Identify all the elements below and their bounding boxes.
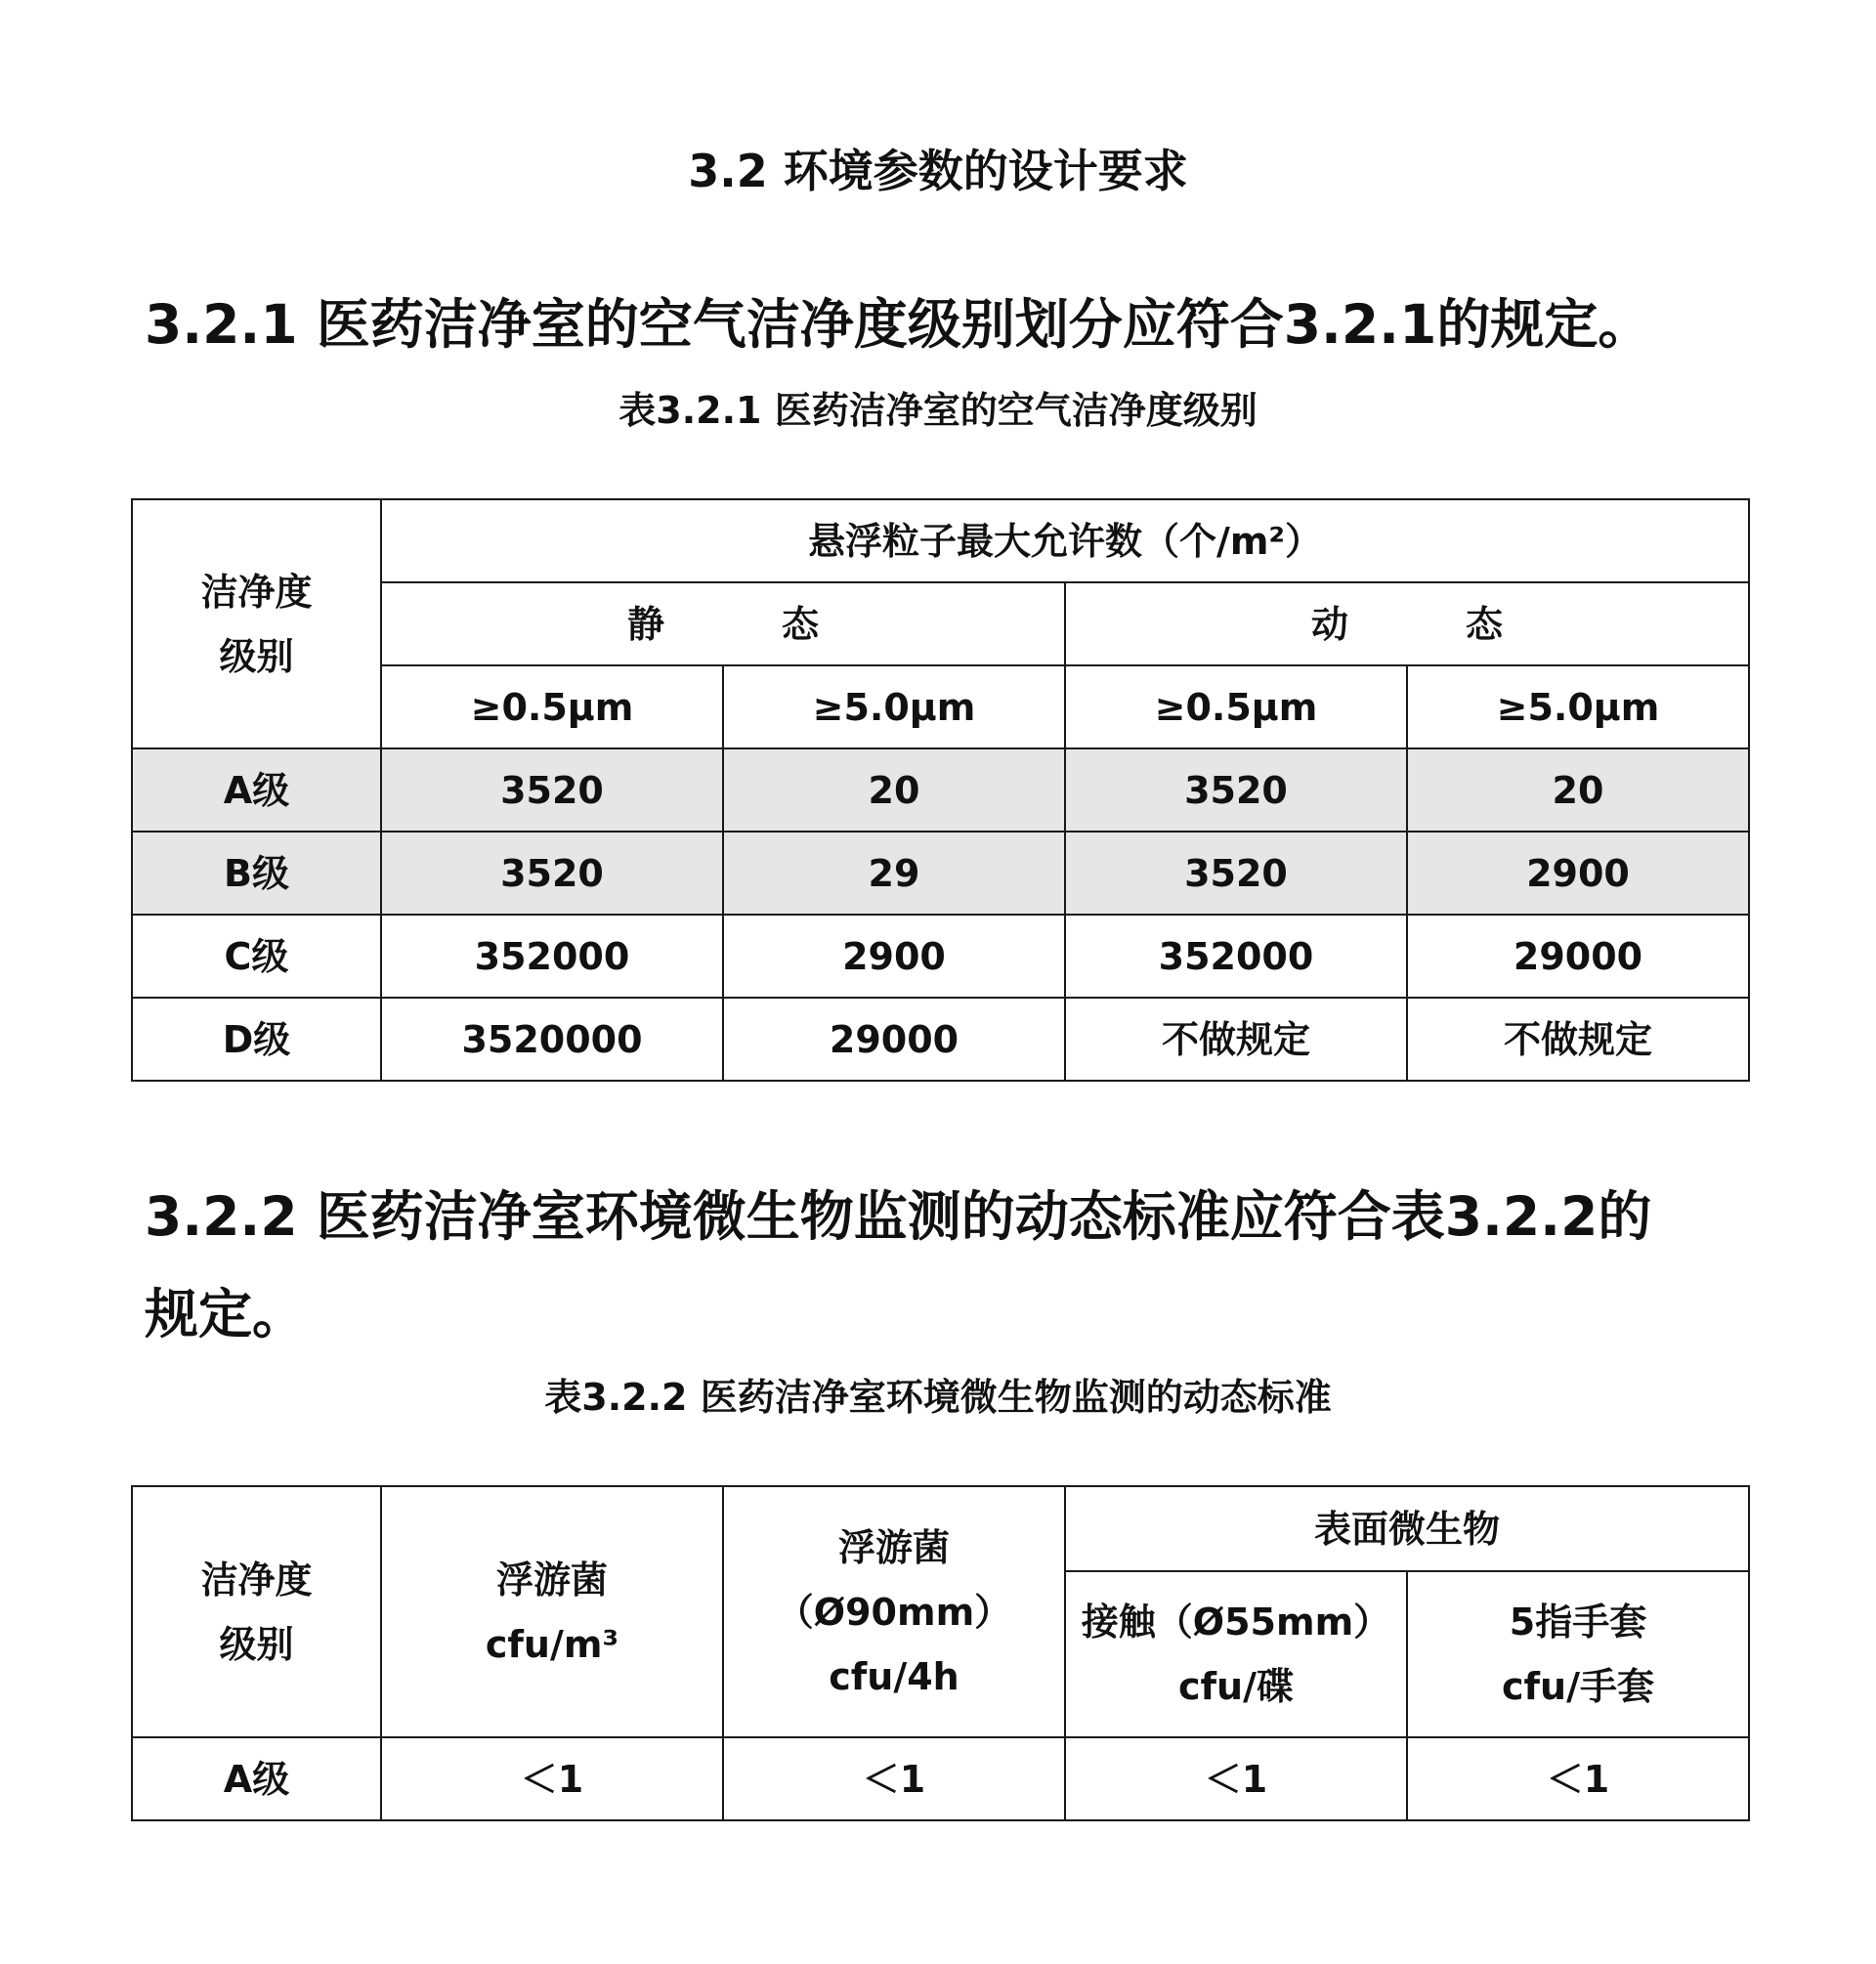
value-cell: ＜1	[1407, 1737, 1749, 1820]
clause-3-2-1: 3.2.1 医药洁净室的空气洁净度级别划分应符合3.2.1的规定。	[145, 293, 1652, 356]
table-row	[132, 998, 1749, 1081]
table-1-caption: 表3.2.1 医药洁净室的空气洁净度级别	[618, 389, 1258, 432]
particle-size-header: ≥0.5μm	[1065, 665, 1407, 748]
state-char: 动	[1310, 602, 1348, 646]
table-header-row	[132, 1486, 1749, 1571]
header-line: （Ø90mm）	[776, 1590, 1012, 1634]
value-cell: 2900	[1407, 832, 1749, 915]
dynamic-state-header	[1065, 582, 1749, 665]
header-line: cfu/m³	[485, 1622, 619, 1666]
particle-size-header: ≥5.0μm	[1407, 665, 1749, 748]
header-line: 5指手套	[1509, 1601, 1647, 1644]
glove-print-header-cell	[1407, 1571, 1749, 1737]
header-line: cfu/手套	[1502, 1665, 1654, 1708]
value-cell: 3520000	[381, 998, 723, 1081]
clause-line: 规定。	[145, 1283, 307, 1345]
airborne-header-cell	[381, 1486, 723, 1737]
header-line: 接触（Ø55mm）	[1081, 1601, 1391, 1644]
contact-plate-header-cell	[1065, 1571, 1407, 1737]
section-title: 3.2 环境参数的设计要求	[688, 145, 1188, 197]
value-cell: ＜1	[381, 1737, 723, 1820]
state-char: 态	[1466, 602, 1504, 646]
clause-line: 3.2.2 医药洁净室环境微生物监测的动态标准应符合表3.2.2的	[145, 1185, 1652, 1248]
state-char: 静	[626, 602, 664, 646]
grade-cell: A级	[132, 748, 381, 832]
value-cell: 不做规定	[1407, 998, 1749, 1081]
microbial-monitoring-table	[131, 1485, 1750, 1821]
value-cell: 20	[1407, 748, 1749, 832]
settle-plate-header-cell	[723, 1486, 1065, 1737]
table-row	[132, 748, 1749, 832]
clause-3-2-2	[145, 1168, 1757, 1363]
header-line: cfu/碟	[1178, 1665, 1294, 1708]
value-cell: ＜1	[723, 1737, 1065, 1820]
grade-cell: A级	[132, 1737, 381, 1820]
table-row	[132, 915, 1749, 998]
table-row	[132, 1737, 1749, 1820]
value-cell: 352000	[381, 915, 723, 998]
grade-cell: C级	[132, 915, 381, 998]
particle-size-header: ≥5.0μm	[723, 665, 1065, 748]
grade-header-line: 级别	[219, 1622, 294, 1666]
state-char: 态	[782, 602, 820, 646]
grade-cell: D级	[132, 998, 381, 1081]
value-cell: 29	[723, 832, 1065, 915]
table-header-row	[132, 499, 1749, 582]
particle-limit-header: 悬浮粒子最大允许数（个/m²）	[381, 499, 1749, 582]
header-line: cfu/4h	[829, 1654, 959, 1698]
header-line: 浮游菌	[495, 1558, 608, 1601]
value-cell: 3520	[1065, 748, 1407, 832]
static-state-header	[381, 582, 1065, 665]
grade-header-line: 级别	[219, 634, 294, 678]
particle-size-header: ≥0.5μm	[381, 665, 723, 748]
value-cell: 29000	[1407, 915, 1749, 998]
grade-header-cell	[132, 499, 381, 748]
value-cell: 20	[723, 748, 1065, 832]
table-row	[132, 832, 1749, 915]
value-cell: ＜1	[1065, 1737, 1407, 1820]
grade-header-line: 洁净度	[200, 1558, 313, 1601]
value-cell: 3520	[381, 748, 723, 832]
value-cell: 3520	[381, 832, 723, 915]
header-line: 浮游菌	[837, 1525, 950, 1569]
surface-microbe-header: 表面微生物	[1065, 1486, 1749, 1571]
value-cell: 不做规定	[1065, 998, 1407, 1081]
cleanliness-grade-table	[131, 498, 1750, 1082]
value-cell: 3520	[1065, 832, 1407, 915]
grade-cell: B级	[132, 832, 381, 915]
grade-header-cell	[132, 1486, 381, 1737]
value-cell: 352000	[1065, 915, 1407, 998]
value-cell: 29000	[723, 998, 1065, 1081]
table-2-caption: 表3.2.2 医药洁净室环境微生物监测的动态标准	[544, 1376, 1332, 1419]
value-cell: 2900	[723, 915, 1065, 998]
grade-header-line: 洁净度	[200, 570, 313, 614]
